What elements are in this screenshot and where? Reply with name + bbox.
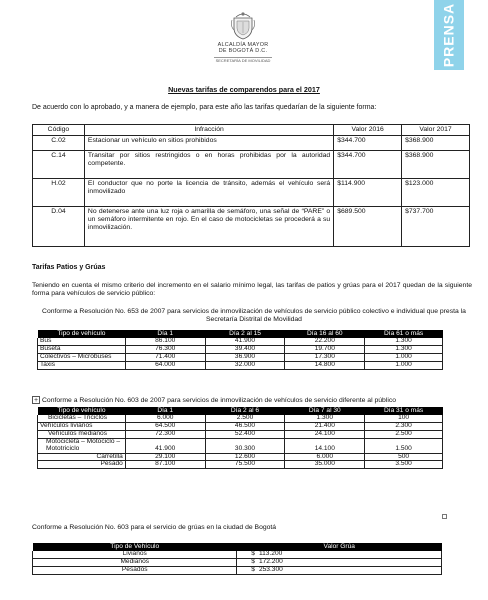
column-header: Día 7 al 30 [285, 407, 365, 415]
dia-31-cell: 100 [365, 415, 443, 422]
dia-2-cell: 2.500 [205, 415, 285, 422]
tipo-cell: Buseta [38, 345, 126, 353]
table-row [38, 353, 443, 361]
intro-paragraph: De acuerdo con lo aprobado, y a manera de ejemplo, para este año las tarifas quedarían de la siguiente forma: [32, 104, 377, 111]
currency-cell: $ [237, 551, 257, 558]
codigo-cell: C.02 [33, 136, 85, 151]
dia-16-cell: 19.700 [285, 345, 365, 353]
column-header: Día 2 al 15 [205, 330, 285, 338]
dia-7-cell: 35.000 [285, 461, 365, 469]
gruas-caption: Conforme a Resolución No. 603 para el servicio de grúas en la ciudad de Bogotá [32, 524, 277, 531]
tipo-cell: Vehículos medianos [38, 430, 126, 438]
dia-2-cell: 32.000 [205, 361, 285, 369]
table-resize-handle[interactable] [442, 514, 447, 519]
valor-grua-cell: 172.200 [257, 558, 442, 566]
codigo-cell: H.02 [33, 179, 85, 207]
table-row [33, 179, 470, 207]
codigo-cell: C.14 [33, 151, 85, 179]
dia-2-cell: 36.900 [205, 353, 285, 361]
gruas-table [32, 543, 442, 575]
prensa-label: PRENSA [440, 2, 457, 68]
column-header: Código [33, 125, 85, 136]
dia-1-cell: 29.100 [125, 453, 205, 461]
tipo-cell: Bus [38, 338, 126, 345]
dia-61-cell: 1.300 [365, 345, 443, 353]
column-header: Día 1 [125, 407, 205, 415]
table-header-row [33, 543, 442, 551]
infraccion-cell: Transitar por sitios restringidos o en horas prohibidas por la autoridad competente. [84, 151, 333, 179]
valor-2017-cell: $368.900 [402, 151, 470, 179]
table-row [33, 151, 470, 179]
dia-7-cell: 1.300 [285, 415, 365, 422]
dia-1-cell: 64.000 [125, 361, 205, 369]
logo-line-3: SECRETARÍA DE MOVILIDAD [215, 57, 271, 63]
dia-1-cell: 41.900 [125, 438, 205, 453]
valor-2017-cell: $737.700 [402, 207, 470, 247]
prensa-tab [434, 0, 464, 70]
dia-1-cell: 71.400 [125, 353, 205, 361]
valor-2016-cell: $689.500 [334, 207, 402, 247]
valor-2017-cell: $123.000 [402, 179, 470, 207]
table-row [33, 551, 442, 558]
table-row [33, 136, 470, 151]
currency-cell: $ [237, 566, 257, 574]
document-title: Nuevas tarifas de comparendos para el 2017 [168, 85, 320, 94]
dia-1-cell: 72.300 [125, 430, 205, 438]
dia-7-cell: 6.000 [285, 453, 365, 461]
column-header: Infracción [84, 125, 333, 136]
tipo-cell: Colectivos – Microbuses [38, 353, 126, 361]
table-row [38, 461, 443, 469]
patios-diferente-table [37, 407, 443, 469]
tipo-cell: Pesados [33, 566, 237, 574]
tipo-cell: Carretilla [38, 453, 126, 461]
dia-2-cell: 46.500 [205, 422, 285, 430]
logo-line-1: ALCALDÍA MAYOR [217, 42, 269, 48]
tipo-cell: Vehículos livianos [38, 422, 126, 430]
column-header: Día 2 al 6 [205, 407, 285, 415]
patios-publico-table [37, 330, 443, 370]
tipo-cell: Medianos [33, 558, 237, 566]
valor-grua-cell: 113.200 [257, 551, 442, 558]
dia-31-cell: 2.500 [365, 430, 443, 438]
dia-16-cell: 22.200 [285, 338, 365, 345]
dia-7-cell: 14.100 [285, 438, 365, 453]
column-header: Tipo de Vehículo [33, 543, 237, 551]
table-row [38, 361, 443, 369]
tipo-cell: Bicicletas – Triciclos [38, 415, 126, 422]
dia-31-cell: 500 [365, 453, 443, 461]
tipo-cell: Livianos [33, 551, 237, 558]
dia-7-cell: 24.100 [285, 430, 365, 438]
column-header: Día 16 al 60 [285, 330, 365, 338]
valor-2016-cell: $344.700 [334, 151, 402, 179]
column-header: Valor 2016 [334, 125, 402, 136]
dia-16-cell: 17.300 [285, 353, 365, 361]
dia-1-cell: 64.500 [125, 422, 205, 430]
section-subtitle: Tarifas Patios y Grúas [32, 264, 106, 271]
column-header: Día 1 [125, 330, 205, 338]
patios-paragraph: Teniendo en cuenta el mismo criterio del incremento en el salario mínimo legal, las tarifas de patios y grúas para el 2017 quedan de la siguiente forma para vehículos de servicio público: [32, 282, 472, 298]
dia-2-cell: 39.400 [205, 345, 285, 353]
alcaldia-logo [214, 10, 272, 64]
logo-line-2: DE BOGOTÁ D.C. [218, 48, 268, 55]
column-header: Día 61 o más [365, 330, 443, 338]
dia-16-cell: 14.800 [285, 361, 365, 369]
valor-2016-cell: $114.900 [334, 179, 402, 207]
tipo-cell: Pesado [38, 461, 126, 469]
infraccion-cell: Estacionar un vehículo en sitios prohibidos [84, 136, 333, 151]
page-header [0, 0, 488, 78]
table-row [33, 566, 442, 574]
dia-1-cell: 87.100 [125, 461, 205, 469]
codigo-cell: D.04 [33, 207, 85, 247]
dia-1-cell: 6.000 [125, 415, 205, 422]
table-header-row [33, 125, 470, 136]
patios-caption: Conforme a Resolución No. 653 de 2007 para servicios de inmovilización de vehículos de servicio público colectivo e individual que presta la Secretaría Distrital de Movilidad [42, 308, 466, 324]
dia-61-cell: 1.300 [365, 338, 443, 345]
column-header: Tipo de vehículo [38, 407, 126, 415]
dia-2-cell: 30.300 [205, 438, 285, 453]
infraccion-cell: El conductor que no porte la licencia de tránsito, además el vehículo será inmovilizado [84, 179, 333, 207]
dia-2-cell: 41.900 [205, 338, 285, 345]
column-header: Valor 2017 [402, 125, 470, 136]
table-row [33, 558, 442, 566]
diferente-caption: Conforme a Resolución No. 603 de 2007 para servicios de inmovilización de vehículos de servicio diferente al público [42, 397, 397, 404]
dia-7-cell: 21.400 [285, 422, 365, 430]
table-row [38, 438, 443, 453]
column-header: Valor Grúa [237, 543, 442, 551]
dia-2-cell: 12.600 [205, 453, 285, 461]
infracciones-table [32, 124, 470, 247]
dia-1-cell: 76.300 [125, 345, 205, 353]
dia-31-cell: 2.300 [365, 422, 443, 430]
dia-61-cell: 1.000 [365, 361, 443, 369]
valor-grua-cell: 253.300 [257, 566, 442, 574]
table-move-handle-icon[interactable]: + [33, 397, 39, 404]
infraccion-cell: No detenerse ante una luz roja o amarilla de semáforo, una señal de “PARE” o un semáforo intermitente en rojo. En el caso de motocicletas se procederá a su inmovilización. [84, 207, 333, 247]
currency-cell: $ [237, 558, 257, 566]
dia-1-cell: 86.100 [125, 338, 205, 345]
tipo-cell: Motocicleta – Motociclo – Mototriciclo [38, 438, 126, 453]
coat-of-arms-icon [230, 10, 256, 40]
dia-2-cell: 75.500 [205, 461, 285, 469]
valor-2017-cell: $368.900 [402, 136, 470, 151]
column-header: Día 31 o más [365, 407, 443, 415]
table-row [33, 207, 470, 247]
dia-31-cell: 3.500 [365, 461, 443, 469]
dia-61-cell: 1.000 [365, 353, 443, 361]
table-row [38, 430, 443, 438]
valor-2016-cell: $344.700 [334, 136, 402, 151]
dia-2-cell: 52.400 [205, 430, 285, 438]
tipo-cell: Taxis [38, 361, 126, 369]
dia-31-cell: 1.500 [365, 438, 443, 453]
column-header: Tipo de vehículo [38, 330, 126, 338]
